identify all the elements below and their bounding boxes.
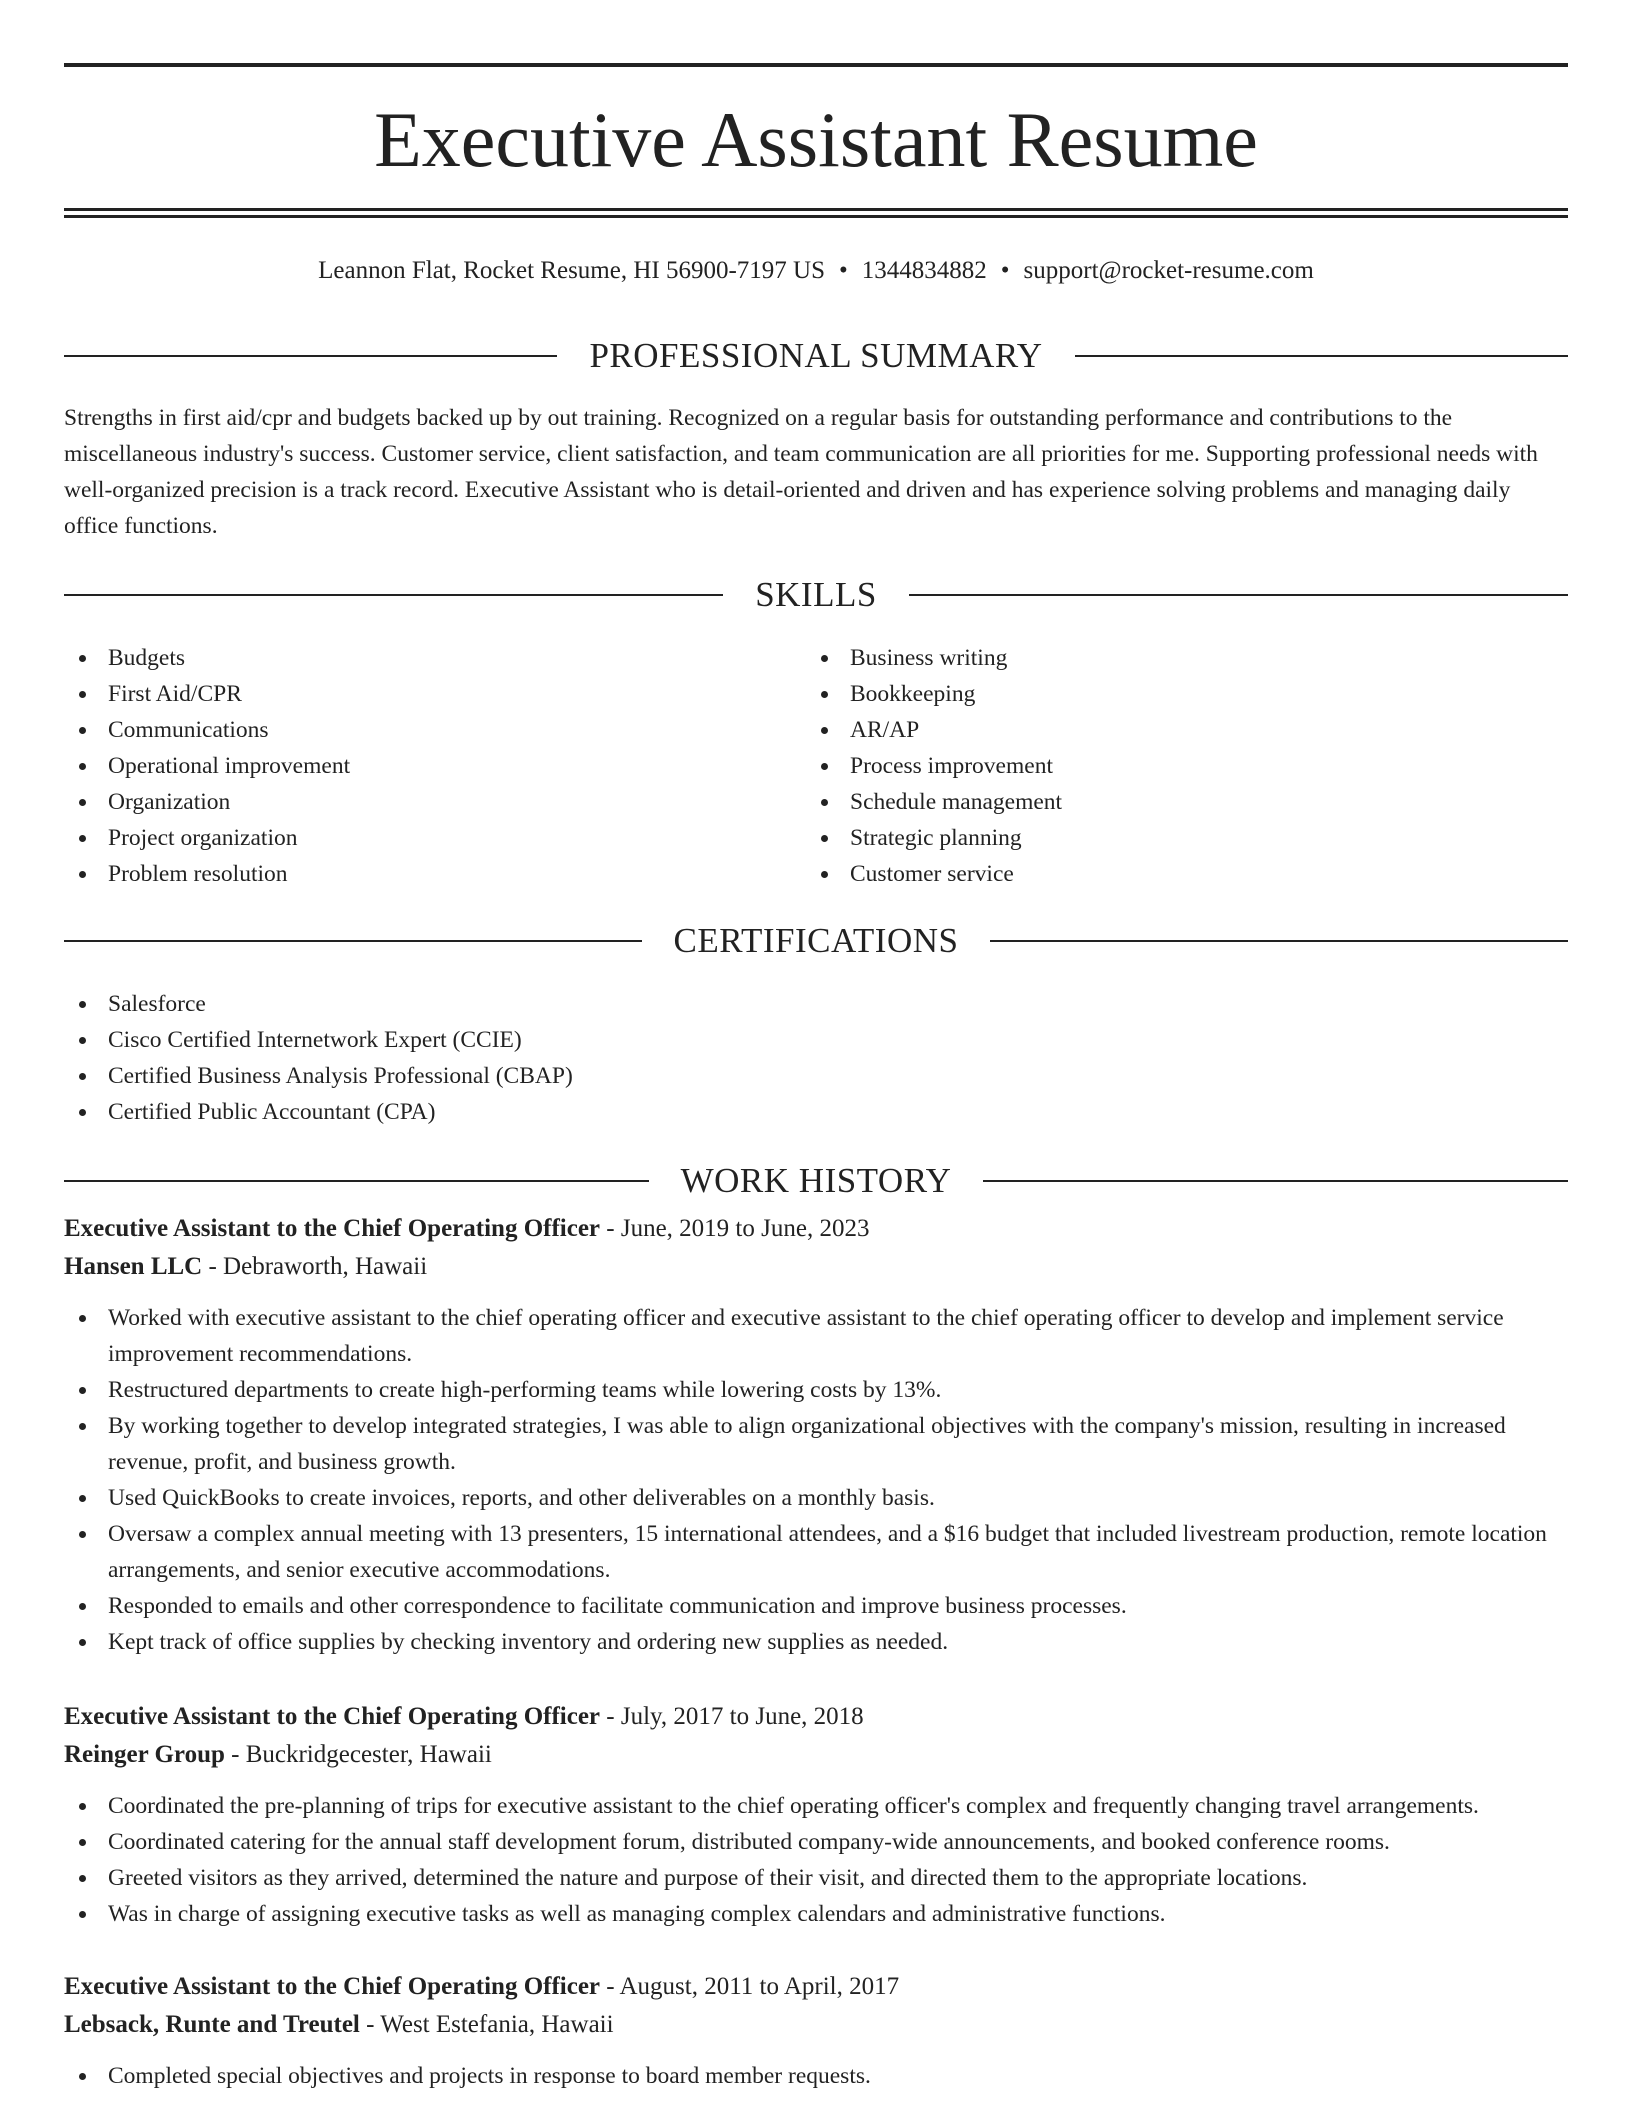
section-heading-skills bbox=[64, 575, 1568, 615]
job-bullet: Kept track of office supplies by checking inventory and ordering new supplies as needed. bbox=[64, 1624, 1568, 1660]
skills-list-right bbox=[806, 640, 1506, 892]
section-title-summary: PROFESSIONAL SUMMARY bbox=[589, 336, 1043, 375]
summary-paragraph: Strengths in first aid/cpr and budgets backed up by out training. Recognized on a regular basis for outstanding performance and contributions to the miscellaneous industry's success. Customer service, client satisfaction, and team communication are all priorities for me. Supporting professional needs with well-organized precision is a track record. Executive Assistant who is detail-oriented and driven and has experience solving problems and managing daily office functions. bbox=[64, 405, 1538, 539]
job-title: Executive Assistant to the Chief Operating Officer bbox=[64, 1703, 601, 1730]
heading-rule-right bbox=[1075, 355, 1568, 357]
certification-item: Salesforce bbox=[64, 986, 1164, 1022]
job-bullet: Used QuickBooks to create invoices, reports, and other deliverables on a monthly basis. bbox=[64, 1480, 1568, 1516]
job-bullet: Completed special objectives and projects in response to board member requests. bbox=[64, 2058, 1568, 2094]
job-location: - West Estefania, Hawaii bbox=[359, 2011, 614, 2038]
job-entry bbox=[64, 1210, 1568, 1660]
heading-rule-left bbox=[64, 355, 557, 357]
skill-item: Organization bbox=[64, 784, 764, 820]
job-title-line bbox=[64, 1968, 1568, 2006]
heading-rule-left bbox=[64, 594, 723, 596]
job-bullets bbox=[64, 1300, 1568, 1660]
heading-rule-right bbox=[990, 940, 1568, 942]
job-bullet: Coordinated the pre-planning of trips for executive assistant to the chief operating officer's complex and frequently changing travel arrangements. bbox=[64, 1788, 1568, 1824]
skill-item: AR/AP bbox=[806, 712, 1506, 748]
job-company-line bbox=[64, 2006, 1568, 2044]
job-dates: - June, 2019 to June, 2023 bbox=[600, 1215, 870, 1242]
job-bullet: Restructured departments to create high-performing teams while lowering costs by 13%. bbox=[64, 1372, 1568, 1408]
section-heading-work bbox=[64, 1161, 1568, 1201]
heading-rule-right bbox=[983, 1180, 1568, 1182]
job-bullet: Worked with executive assistant to the chief operating officer and executive assistant to the chief operating officer to develop and implement service improvement recommendations. bbox=[64, 1300, 1568, 1372]
section-heading-summary bbox=[64, 336, 1568, 376]
skill-item: Customer service bbox=[806, 856, 1506, 892]
job-company-line bbox=[64, 1736, 1568, 1774]
certification-item: Cisco Certified Internetwork Expert (CCIE) bbox=[64, 1022, 1164, 1058]
job-bullets bbox=[64, 2058, 1568, 2094]
job-bullet: Was in charge of assigning executive tasks as well as managing complex calendars and administrative functions. bbox=[64, 1896, 1568, 1932]
section-title-skills: SKILLS bbox=[755, 575, 877, 614]
skill-item: Process improvement bbox=[806, 748, 1506, 784]
job-bullet: Coordinated catering for the annual staff development forum, distributed company-wide announcements, and booked conference rooms. bbox=[64, 1824, 1568, 1860]
title-top-rule bbox=[64, 63, 1568, 67]
section-title-work: WORK HISTORY bbox=[680, 1161, 952, 1200]
contact-separator: • bbox=[1000, 257, 1010, 284]
heading-rule-left bbox=[64, 1180, 649, 1182]
job-company: Hansen LLC bbox=[64, 1253, 203, 1280]
job-title-line bbox=[64, 1698, 1568, 1736]
skill-item: Problem resolution bbox=[64, 856, 764, 892]
job-location: - Buckridgecester, Hawaii bbox=[224, 1741, 492, 1768]
job-dates: - July, 2017 to June, 2018 bbox=[600, 1703, 864, 1730]
job-dates: - August, 2011 to April, 2017 bbox=[600, 1973, 900, 2000]
contact-address: Leannon Flat, Rocket Resume, HI 56900-7197 US bbox=[318, 257, 826, 284]
skill-item: Bookkeeping bbox=[806, 676, 1506, 712]
page-title: Executive Assistant Resume bbox=[374, 96, 1258, 183]
skill-item: Operational improvement bbox=[64, 748, 764, 784]
skills-list-left bbox=[64, 640, 764, 892]
title-bottom-double-rule bbox=[64, 208, 1568, 218]
heading-rule-left bbox=[64, 940, 642, 942]
job-bullet: Greeted visitors as they arrived, determined the nature and purpose of their visit, and directed them to the appropriate locations. bbox=[64, 1860, 1568, 1896]
job-bullets bbox=[64, 1788, 1568, 1932]
job-entry bbox=[64, 1968, 1568, 2094]
certifications-list bbox=[64, 986, 1164, 1130]
skill-item: Budgets bbox=[64, 640, 764, 676]
skill-item: Project organization bbox=[64, 820, 764, 856]
skill-item: Communications bbox=[64, 712, 764, 748]
job-bullet: Oversaw a complex annual meeting with 13 presenters, 15 international attendees, and a $16 budget that included livestream production, remote location arrangements, and senior executive accommodations. bbox=[64, 1516, 1568, 1588]
contact-line bbox=[64, 254, 1568, 288]
job-title: Executive Assistant to the Chief Operating Officer bbox=[64, 1973, 601, 2000]
skill-item: Schedule management bbox=[806, 784, 1506, 820]
certification-item: Certified Public Accountant (CPA) bbox=[64, 1094, 1164, 1130]
job-company: Reinger Group bbox=[64, 1741, 225, 1768]
section-heading-certifications bbox=[64, 921, 1568, 961]
contact-separator: • bbox=[839, 257, 848, 284]
job-company-line bbox=[64, 1248, 1568, 1286]
job-bullet: Responded to emails and other correspondence to facilitate communication and improve business processes. bbox=[64, 1588, 1568, 1624]
contact-email: support@rocket-resume.com bbox=[1023, 257, 1314, 284]
section-title-certifications: CERTIFICATIONS bbox=[673, 921, 959, 960]
job-bullet: By working together to develop integrated strategies, I was able to align organizational objectives with the company's mission, resulting in increased revenue, profit, and business growth. bbox=[64, 1408, 1568, 1480]
skill-item: Strategic planning bbox=[806, 820, 1506, 856]
skill-item: First Aid/CPR bbox=[64, 676, 764, 712]
job-location: - Debraworth, Hawaii bbox=[202, 1253, 428, 1280]
job-title: Executive Assistant to the Chief Operating Officer bbox=[64, 1215, 601, 1242]
heading-rule-right bbox=[909, 594, 1568, 596]
skill-item: Business writing bbox=[806, 640, 1506, 676]
certification-item: Certified Business Analysis Professional (CBAP) bbox=[64, 1058, 1164, 1094]
job-title-line bbox=[64, 1210, 1568, 1248]
contact-phone: 1344834882 bbox=[861, 257, 987, 284]
job-company: Lebsack, Runte and Treutel bbox=[64, 2011, 360, 2038]
job-entry bbox=[64, 1698, 1568, 1932]
